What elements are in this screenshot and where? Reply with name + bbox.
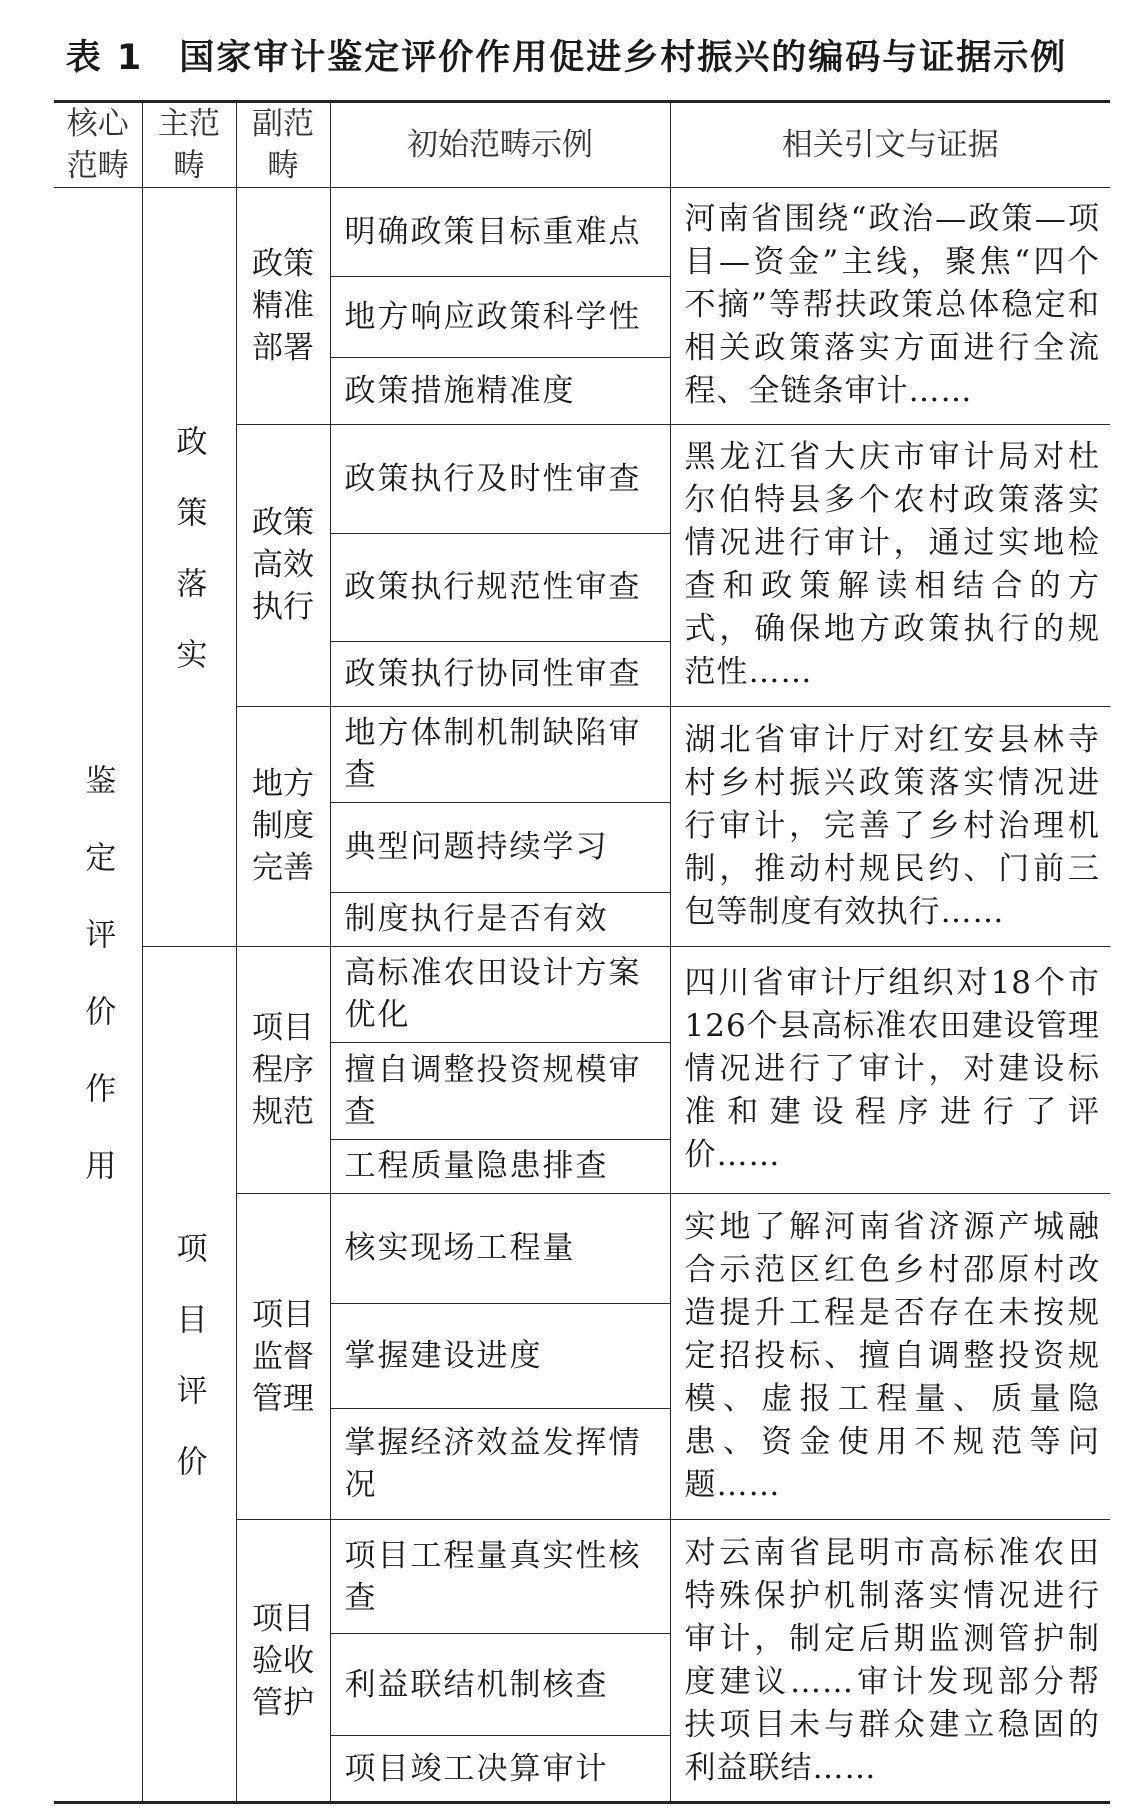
main-category-cell: 政策落实 bbox=[142, 188, 236, 947]
example-cell: 典型问题持续学习 bbox=[330, 803, 670, 892]
header-evidence: 相关引文与证据 bbox=[670, 102, 1110, 188]
evidence-cell: 湖北省审计厅对红安县林寺村乡村振兴政策落实情况进行审计，完善了乡村治理机制，推动村规民约、门前三包等制度有效执行…… bbox=[670, 706, 1110, 946]
header-sub-category: 副范畴 bbox=[236, 102, 330, 188]
table-caption: 国家审计鉴定评价作用促进乡村振兴的编码与证据示例 bbox=[179, 38, 1068, 78]
example-cell: 擅自调整投资规模审查 bbox=[330, 1043, 670, 1140]
example-cell: 利益联结机制核查 bbox=[330, 1634, 670, 1736]
evidence-cell: 四川省审计厅组织对18个市126个县高标准农田建设管理情况进行了审计，对建设标准和建设程序进行了评价…… bbox=[670, 946, 1110, 1193]
table-title bbox=[0, 30, 1133, 80]
sub-category-cell: 项目程序规范 bbox=[236, 946, 330, 1193]
header-core-category: 核心范畴 bbox=[54, 102, 142, 188]
evidence-cell: 对云南省昆明市高标准农田特殊保护机制落实情况进行审计，制定后期监测管护制度建议……审计发现部分帮扶项目未与群众建立稳固的利益联结…… bbox=[670, 1520, 1110, 1803]
sub-category-cell: 政策高效执行 bbox=[236, 424, 330, 706]
table-row bbox=[54, 946, 1110, 1043]
evidence-cell: 实地了解河南省济源产城融合示范区红色乡村邵原村改造提升工程是否存在未按规定招投标、擅自调整投资规模、虚报工程量、质量隐患、资金使用不规范等问题…… bbox=[670, 1193, 1110, 1519]
sub-category-cell: 项目监督管理 bbox=[236, 1193, 330, 1519]
sub-category-cell: 项目验收管护 bbox=[236, 1520, 330, 1803]
evidence-cell: 黑龙江省大庆市审计局对杜尔伯特县多个农村政策落实情况进行审计，通过实地检查和政策解读相结合的方式，确保地方政策执行的规范性…… bbox=[670, 424, 1110, 706]
example-cell: 高标准农田设计方案优化 bbox=[330, 946, 670, 1043]
example-cell: 地方响应政策科学性 bbox=[330, 277, 670, 358]
coding-evidence-table bbox=[54, 100, 1110, 1804]
example-cell: 政策执行规范性审查 bbox=[330, 533, 670, 642]
example-cell: 政策执行及时性审查 bbox=[330, 424, 670, 533]
example-cell: 项目竣工决算审计 bbox=[330, 1736, 670, 1803]
example-cell: 项目工程量真实性核查 bbox=[330, 1520, 670, 1634]
main-category-cell: 项目评价 bbox=[142, 946, 236, 1802]
example-cell: 掌握建设进度 bbox=[330, 1303, 670, 1408]
example-cell: 明确政策目标重难点 bbox=[330, 188, 670, 277]
core-category-cell: 鉴定评价作用 bbox=[54, 188, 142, 1803]
example-cell: 工程质量隐患排查 bbox=[330, 1139, 670, 1193]
evidence-cell: 河南省围绕“政治—政策—项目—资金”主线，聚焦“四个不摘”等帮扶政策总体稳定和相关政策落实方面进行全流程、全链条审计…… bbox=[670, 188, 1110, 425]
header-row bbox=[54, 102, 1110, 188]
header-main-category: 主范畴 bbox=[142, 102, 236, 188]
example-cell: 政策措施精准度 bbox=[330, 358, 670, 425]
example-cell: 核实现场工程量 bbox=[330, 1193, 670, 1303]
table-row bbox=[54, 188, 1110, 277]
sub-category-cell: 政策精准部署 bbox=[236, 188, 330, 425]
example-cell: 政策执行协同性审查 bbox=[330, 642, 670, 706]
table-number: 表 1 bbox=[65, 38, 144, 78]
header-initial-examples: 初始范畴示例 bbox=[330, 102, 670, 188]
example-cell: 掌握经济效益发挥情况 bbox=[330, 1409, 670, 1520]
sub-category-cell: 地方制度完善 bbox=[236, 706, 330, 946]
example-cell: 制度执行是否有效 bbox=[330, 892, 670, 946]
example-cell: 地方体制机制缺陷审查 bbox=[330, 706, 670, 803]
